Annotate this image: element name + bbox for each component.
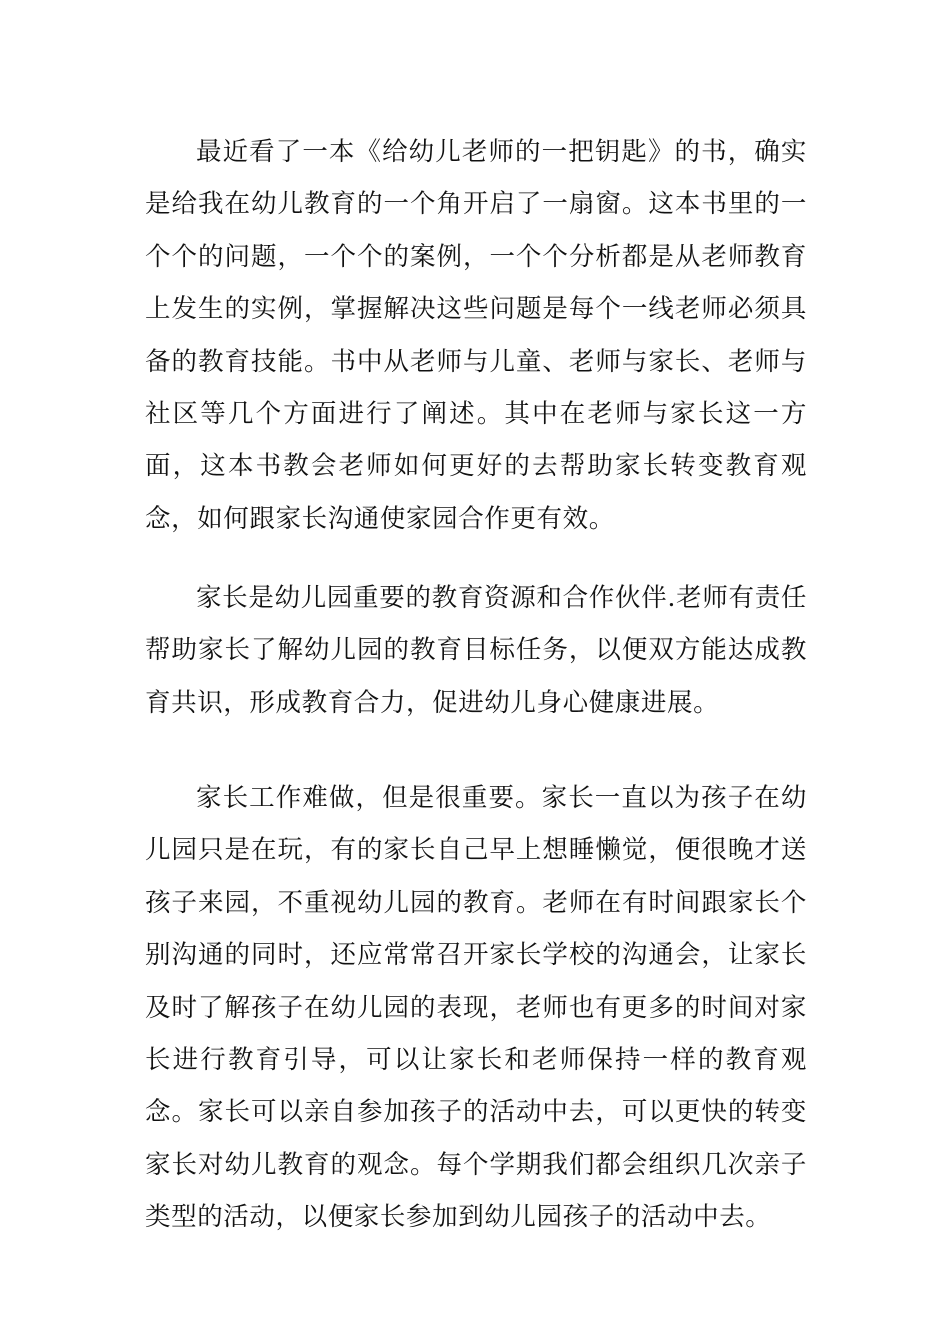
paragraph-3: 家长工作难做，但是很重要。家长一直以为孩子在幼儿园只是在玩，有的家长自己早上想睡懒觉，便很晚才送孩子来园，不重视幼儿园的教育。老师在有时间跟家长个别沟通的同时，还应常常召开家长学校的沟通会，让家长及时了解孩子在幼儿园的表现，老师也有更多的时间对家长进行教育引导，可以让家长和老师保持一样的教育观念。家长可以亲自参加孩子的活动中去，可以更快的转变家长对幼儿教育的观念。每个学期我们都会组织几次亲子类型的活动，以便家长参加到幼儿园孩子的活动中去。 <box>145 783 807 1233</box>
paragraph-1: 最近看了一本《给幼儿老师的一把钥匙》的书，确实是给我在幼儿教育的一个角开启了一扇窗。这本书里的一个个的问题，一个个的案例，一个个分析都是从老师教育上发生的实例，掌握解决这些问题是每个一线老师必须具备的教育技能。书中从老师与儿童、老师与家长、老师与社区等几个方面进行了阐述。其中在老师与家长这一方面，这本书教会老师如何更好的去帮助家长转变教育观念，如何跟家长沟通使家园合作更有效。 <box>145 137 807 534</box>
paragraph-2: 家长是幼儿园重要的教育资源和合作伙伴.老师有责任帮助家长了解幼儿园的教育目标任务，以便双方能达成教育共识，形成教育合力，促进幼儿身心健康进展。 <box>145 583 807 718</box>
